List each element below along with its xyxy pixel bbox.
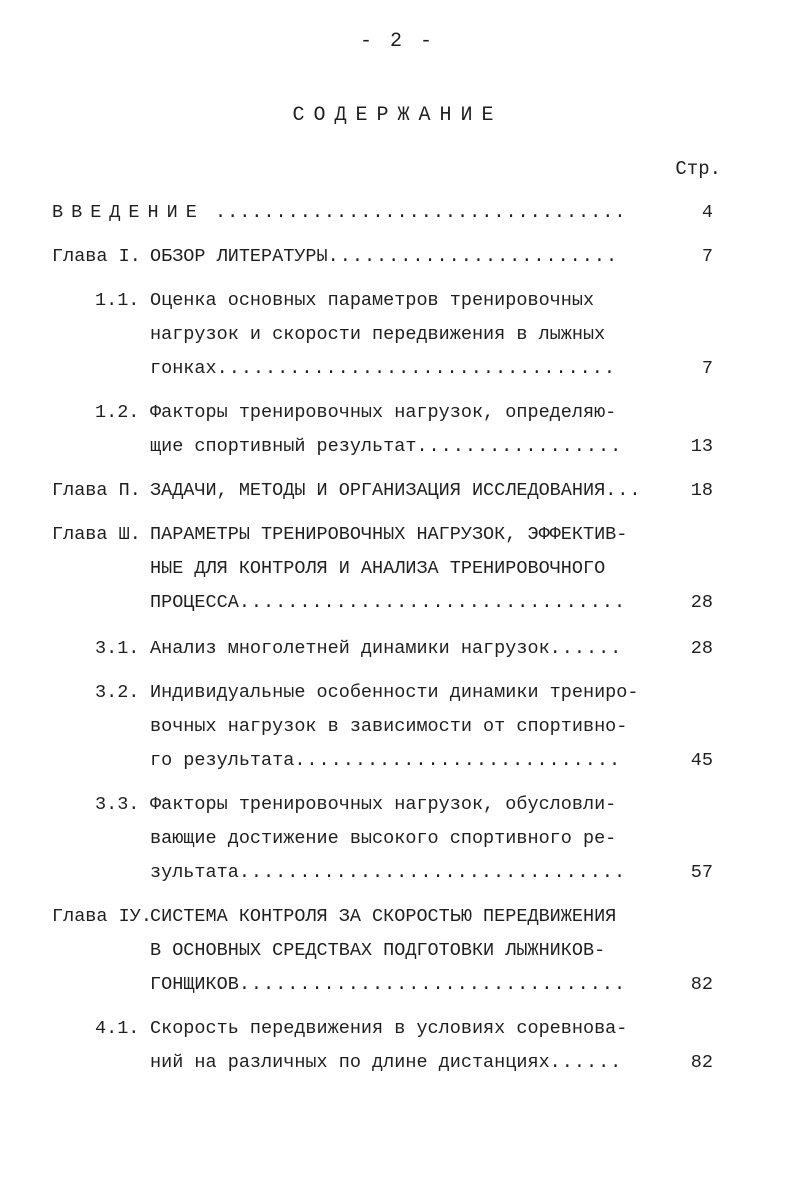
toc-entry-text: ЗАДАЧИ, МЕТОДЫ И ОРГАНИЗАЦИЯ ИССЛЕДОВАНИЯ (150, 480, 606, 501)
toc-entry-label: 3.2. (95, 682, 140, 703)
toc-entry-label: 3.3. (95, 794, 140, 815)
toc-entry-label: Глава IУ. (52, 906, 152, 927)
toc-entry-label: 1.2. (95, 402, 140, 423)
toc-entry-label: 4.1. (95, 1018, 140, 1039)
toc-entry-text: щие спортивный результат (150, 436, 417, 457)
toc-entry-text: нагрузок и скорости передвижения в лыжных (150, 324, 606, 345)
dot-leader: ........................ (327, 246, 619, 267)
toc-page-number: 82 (690, 974, 713, 995)
page-column-label: Стр. (675, 158, 721, 180)
toc-title: СОДЕРЖАНИЕ (292, 104, 503, 127)
toc-page-number: 28 (690, 638, 713, 659)
toc-entry-label: 3.1. (95, 638, 140, 659)
dot-leader: ...... (549, 638, 623, 659)
toc-entry-text: Факторы тренировочных нагрузок, определяю- (150, 402, 617, 423)
toc-entry-text: Анализ многолетней динамики нагрузок (150, 638, 550, 659)
dot-leader: ...... (549, 1052, 623, 1073)
toc-page-number: 7 (701, 246, 713, 267)
toc-page-number: 7 (701, 358, 713, 379)
dot-leader: ................. (416, 436, 623, 457)
toc-entry-text: ПАРАМЕТРЫ ТРЕНИРОВОЧНЫХ НАГРУЗОК, ЭФФЕКТИВ- (150, 524, 628, 545)
toc-entry-label: Глава П. (52, 480, 141, 501)
toc-entry-text: ПРОЦЕССА (150, 592, 239, 613)
toc-entry-text: ОБЗОР ЛИТЕРАТУРЫ (150, 246, 328, 267)
toc-entry-text: Скорость передвижения в условиях соревнова- (150, 1018, 628, 1039)
toc-entry-text: го результата (150, 750, 295, 771)
toc-page-number: 57 (690, 862, 713, 883)
toc-page-number: 13 (690, 436, 713, 457)
toc-entry-text: зультата (150, 862, 239, 883)
toc-entry-text: вающие достижение высокого спортивного ре- (150, 828, 617, 849)
toc-entry-text: гонках (150, 358, 217, 379)
dot-leader: ................................ (238, 974, 627, 995)
toc-entry-text: ний на различных по длине дистанциях (150, 1052, 550, 1073)
dot-leader: .................................. (215, 202, 627, 223)
toc-entry-text: Индивидуальные особенности динамики трениро- (150, 682, 639, 703)
dot-leader: ................................. (216, 358, 616, 379)
toc-entry-label: Глава Ш. (52, 524, 141, 545)
toc-page-number: 28 (690, 592, 713, 613)
toc-entry-text: ГОНЩИКОВ (150, 974, 239, 995)
dot-leader: ... (605, 480, 642, 501)
dot-leader: ................................ (238, 862, 627, 883)
toc-page-number: 4 (701, 202, 713, 223)
toc-page-number: 82 (690, 1052, 713, 1073)
dot-leader: ........................... (294, 750, 622, 771)
toc-entry-text: вочных нагрузок в зависимости от спортивно- (150, 716, 628, 737)
toc-entry-label: Глава I. (52, 246, 141, 267)
toc-entry-text: Факторы тренировочных нагрузок, обусловли- (150, 794, 617, 815)
toc-page-number: 45 (690, 750, 713, 771)
toc-entry-text: В ОСНОВНЫХ СРЕДСТВАХ ПОДГОТОВКИ ЛЫЖНИКОВ- (150, 940, 606, 961)
toc-page-number: 18 (690, 480, 713, 501)
toc-entry-text: НЫЕ ДЛЯ КОНТРОЛЯ И АНАЛИЗА ТРЕНИРОВОЧНОГО (150, 558, 606, 579)
page-number: - 2 - (359, 30, 435, 53)
toc-entry-text: Оценка основных параметров тренировочных (150, 290, 595, 311)
dot-leader: ................................ (238, 592, 627, 613)
toc-entry-label: ВВЕДЕНИЕ (52, 202, 205, 223)
toc-entry-label: 1.1. (95, 290, 140, 311)
toc-entry-text: СИСТЕМА КОНТРОЛЯ ЗА СКОРОСТЬЮ ПЕРЕДВИЖЕНИЯ (150, 906, 617, 927)
